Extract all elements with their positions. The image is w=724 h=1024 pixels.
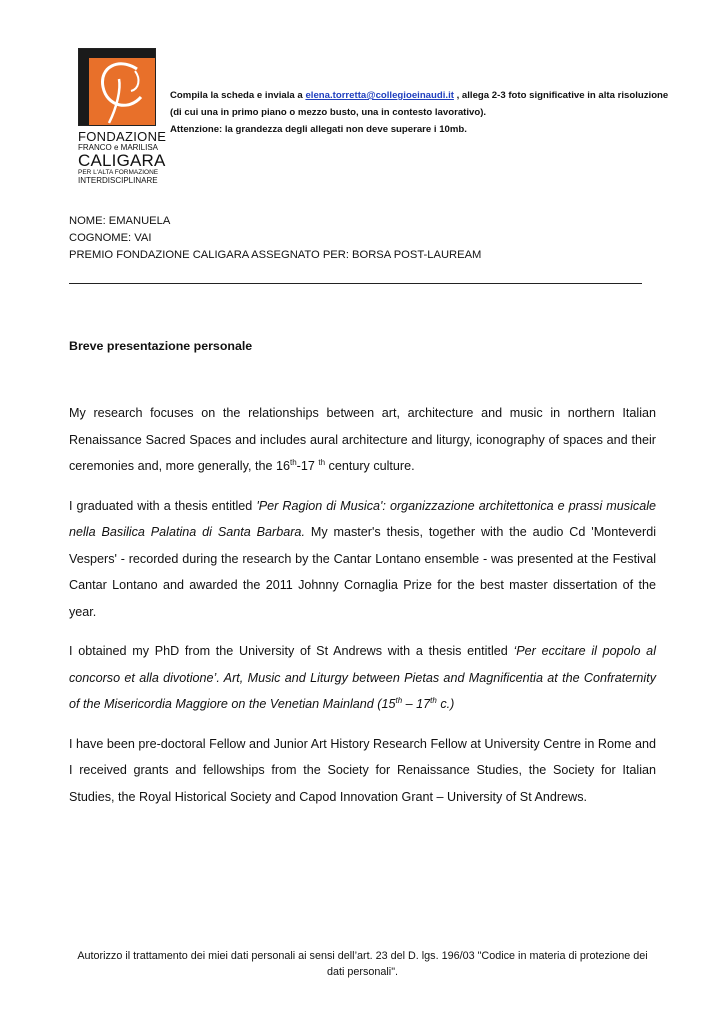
p1-sup2: th [318, 457, 326, 467]
p3-sup2: th [430, 695, 437, 705]
paragraph-1 [69, 400, 656, 480]
instructions [170, 87, 670, 138]
p2-end: My master's thesis, together with the audio Cd 'Monteverdi Vespers' - recorded during the research by the Cantar Lontano ensemble - was presented at the Festival Cantar Lontano and awarded the 2011 Johnny Cornaglia Prize for the best master dissertation of the year. [69, 525, 656, 619]
field-nome: NOME: EMANUELA [69, 215, 171, 227]
logo-swirl-icon [79, 49, 155, 125]
body-text [69, 400, 656, 823]
logo-text-caligara: CALIGARA [78, 151, 166, 170]
logo-text-alta-formazione: PER L'ALTA FORMAZIONE [78, 169, 159, 176]
email-link[interactable]: elena.torretta@collegioeinaudi.it [305, 90, 454, 101]
paragraph-2 [69, 493, 656, 626]
paragraph-3 [69, 638, 656, 718]
divider-line [69, 283, 642, 284]
logo-mark [78, 48, 156, 126]
field-cognome: COGNOME: VAI [69, 232, 152, 244]
p1-mid: -17 [296, 459, 319, 473]
p3-mid: – 17 [402, 697, 431, 711]
instructions-rest: , allega 2-3 foto significative in alta risoluzione (di cui una in primo piano o mezzo busto, una in contesto lavorativo). [170, 90, 669, 118]
p1-end: century culture. [325, 459, 415, 473]
p1-sup1: th [289, 457, 297, 467]
section-heading: Breve presentazione personale [69, 339, 253, 353]
paragraph-4: I have been pre-doctoral Fellow and Junior Art History Research Fellow at University Centre in Rome and I received grants and fellowships from the Society for Renaissance Studies, the Society for Italian Studies, the Royal Historical Society and Capod Innovation Grant – University of St Andrews. [69, 736, 656, 804]
logo-text-interdisciplinare: INTERDISCIPLINARE [78, 176, 158, 185]
foundation-logo [78, 48, 167, 185]
privacy-footer: Autorizzo il trattamento dei miei dati personali ai sensi dell’art. 23 del D. lgs. 196/03 "Codice in materia di protezione dei dati personali". [77, 950, 648, 978]
p3-end: c.) [436, 697, 455, 711]
p2-start: I graduated with a thesis entitled [69, 498, 257, 513]
instructions-warning: Attenzione: la grandezza degli allegati non deve superare i 10mb. [170, 124, 467, 135]
p1-text: My research focuses on the relationships between art, architecture and music in northern Italian Renaissance Sacred Spaces and includes aural architecture and liturgy, iconography of spaces and their ceremonies and, more generally, the 16 [69, 406, 656, 473]
logo-text-names: FRANCO e MARILISA [78, 143, 159, 152]
field-premio: PREMIO FONDAZIONE CALIGARA ASSEGNATO PER: BORSA POST-LAUREAM [69, 249, 482, 261]
p3-italic: ‘Per eccitare il popolo al concorso et alla divotione’. Art, Music and Liturgy between Pietas and Magnificentia at the Confraternity of the Misericordia Maggiore on the Venetian Mainland (15 [69, 644, 656, 711]
instructions-prefix: Compila la scheda e inviala a [170, 90, 306, 101]
p3-sup1: th [395, 695, 403, 705]
logo-text-fondazione: FONDAZIONE [78, 129, 167, 144]
p2-thesis-title: 'Per Ragion di Musica': organizzazione architettonica e prassi musicale nella Basilica Palatina di Santa Barbara. [69, 498, 657, 539]
p3-start: I obtained my PhD from the University of St Andrews with a thesis entitled [69, 644, 514, 658]
personal-fields [69, 213, 481, 264]
